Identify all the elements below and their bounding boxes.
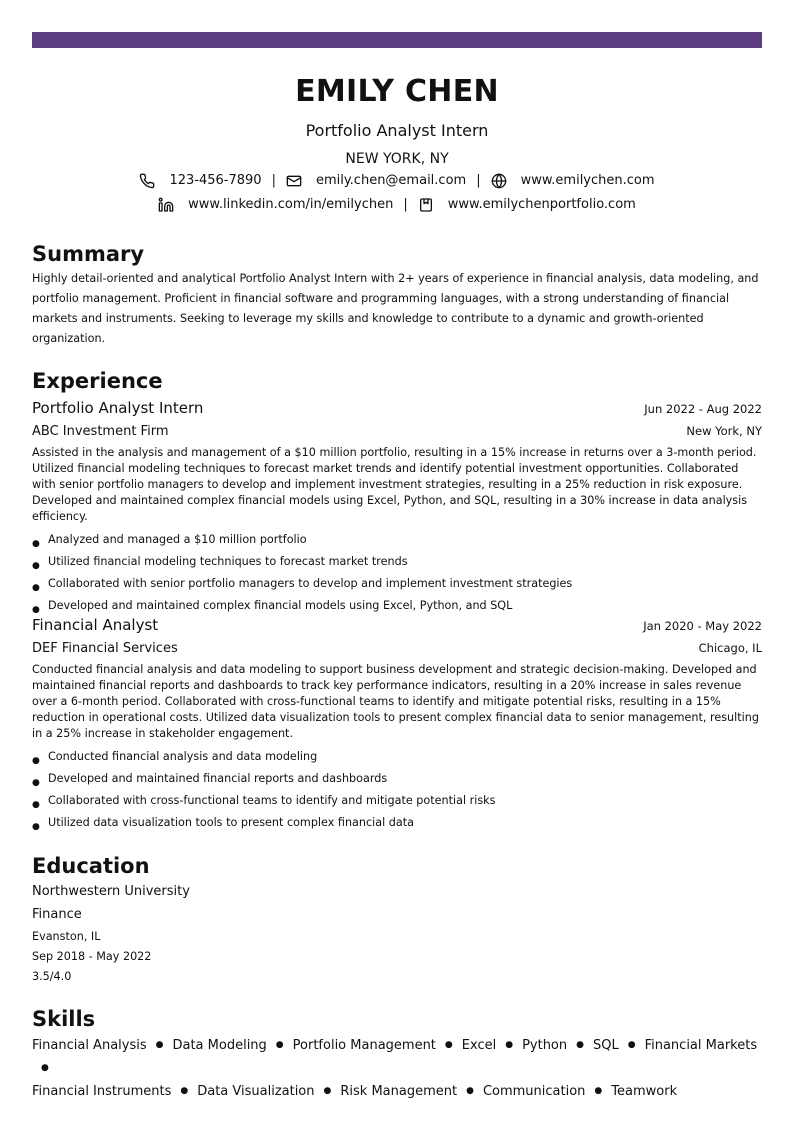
job-bullets [32,529,762,617]
job-subheader [32,423,762,441]
skill-item: Communication [482,1084,586,1099]
job-company: ABC Investment Firm [32,424,169,439]
experience-heading: Experience [32,369,163,393]
candidate-name: EMILY CHEN [295,74,499,109]
education-dates: Sep 2018 - May 2022 [32,950,152,963]
skill-item: Financial Analysis [32,1038,147,1053]
list-item: ● Collaborated with senior portfolio managers to develop and implement investment strategies [32,573,762,595]
field-of-study: Finance [32,907,82,922]
skill-separator-dot: ● [576,1040,584,1050]
job-company: DEF Financial Services [32,641,178,656]
skill-item: SQL [592,1038,619,1053]
portfolio-link[interactable]: www.emilychenportfolio.com [447,197,636,212]
skill-item: Financial Markets [644,1038,758,1053]
job-title: Financial Analyst [32,616,159,634]
list-item: ● Analyzed and managed a $10 million portfolio [32,529,762,551]
skill-item: Excel [461,1038,497,1053]
separator: | [403,197,408,212]
list-item: ● Collaborated with cross-functional teams to identify and mitigate potential risks [32,790,762,812]
skills-list [32,1034,762,1103]
job-location: New York, NY [686,424,762,438]
skill-separator-dot: ● [180,1086,189,1096]
skill-separator-dot: ● [323,1086,332,1096]
email-link[interactable]: emily.chen@email.com [315,173,467,188]
skill-item: Python [522,1038,568,1053]
school-location: Evanston, IL [32,930,101,943]
skill-item: Risk Management [340,1084,458,1099]
skill-item: Portfolio Management [292,1038,436,1053]
job-location: Chicago, IL [698,641,762,655]
separator: | [476,173,481,188]
job-description: Assisted in the analysis and management of a $10 million portfolio, resulting in a 15% increase in returns over a 3-month period. Utilized financial modeling techniques to forecast market trends and identify potential investment opportunities. Collaborated with senior portfolio managers to develop and implement investment strategies, resulting in a 25% reduction in risk exposure. Developed and maintained complex financial models using Excel, Python, and SQL, resulting in a 30% increase in data analysis efficiency. [32,446,757,523]
phone-number: 123-456-7890 [169,173,262,188]
list-item: ● Utilized financial modeling techniques to forecast market trends [32,551,762,573]
job-bullets [32,746,762,834]
skills-line [32,1080,762,1103]
portfolio-icon [418,197,434,213]
job-entry [32,615,762,834]
skills-line [32,1034,762,1080]
candidate-title: Portfolio Analyst Intern [305,121,489,140]
gpa: 3.5/4.0 [32,970,72,983]
skill-separator-dot: ● [275,1040,284,1050]
skill-item: Data Visualization [197,1084,315,1099]
list-item: ● Utilized data visualization tools to present complex financial data [32,812,762,834]
skill-separator-dot: ● [627,1040,636,1050]
linkedin-icon [158,197,174,213]
skill-separator-dot: ● [155,1040,164,1050]
list-item: ● Conducted financial analysis and data modeling [32,746,762,768]
job-header [32,398,762,418]
globe-icon [491,173,507,189]
list-item: ● Developed and maintained complex financial models using Excel, Python, and SQL [32,595,762,617]
skill-item: Teamwork [611,1084,678,1099]
separator: | [271,173,276,188]
candidate-location: NEW YORK, NY [345,151,449,167]
contact-row-2 [32,196,762,214]
job-dates: Jun 2022 - Aug 2022 [644,402,762,416]
summary-heading: Summary [32,242,145,266]
job-title: Portfolio Analyst Intern [32,399,204,417]
linkedin-link[interactable]: www.linkedin.com/in/emilychen [188,197,394,212]
skill-item: Financial Instruments [32,1084,172,1099]
job-header [32,615,762,635]
resume-header [32,72,762,214]
education-entry [32,882,762,987]
job-description: Conducted financial analysis and data modeling to support business development and strategic decision-making. Developed and maintained financial reports and dashboards to track key performance indicators, resulting in a 20% increase in sales revenue over a 6-month period. Collaborated with cross-functional teams to identify and mitigate potential risks, resulting in a 15% reduction in operational costs. Utilized data visualization tools to present complex financial data to senior management, resulting in a 25% increase in stakeholder engagement. [32,663,759,740]
phone-icon [139,173,155,189]
job-dates: Jan 2020 - May 2022 [643,619,762,633]
job-subheader [32,640,762,658]
summary-text: Highly detail-oriented and analytical Portfolio Analyst Intern with 2+ years of experience in financial analysis, data modeling, and portfolio management. Proficient in financial software and programming languages, with a strong understanding of financial markets and instruments. Seeking to leverage my skills and knowledge to contribute to a dynamic and growth-oriented organization. [32,272,759,345]
contact-row-1 [32,172,762,190]
accent-bar [32,32,762,48]
job-entry [32,398,762,617]
school-name: Northwestern University [32,884,190,899]
skill-separator-dot: ● [466,1086,474,1096]
skill-separator-dot: ● [505,1040,514,1050]
education-heading: Education [32,854,150,878]
list-item: ● Developed and maintained financial reports and dashboards [32,768,762,790]
skill-separator-dot: ● [444,1040,453,1050]
skills-heading: Skills [32,1007,96,1031]
skill-item: Data Modeling [172,1038,267,1053]
email-icon [286,173,302,189]
skill-separator-dot: ● [594,1086,603,1096]
skill-separator-dot: ● [41,1063,49,1073]
website-link[interactable]: www.emilychen.com [520,173,655,188]
